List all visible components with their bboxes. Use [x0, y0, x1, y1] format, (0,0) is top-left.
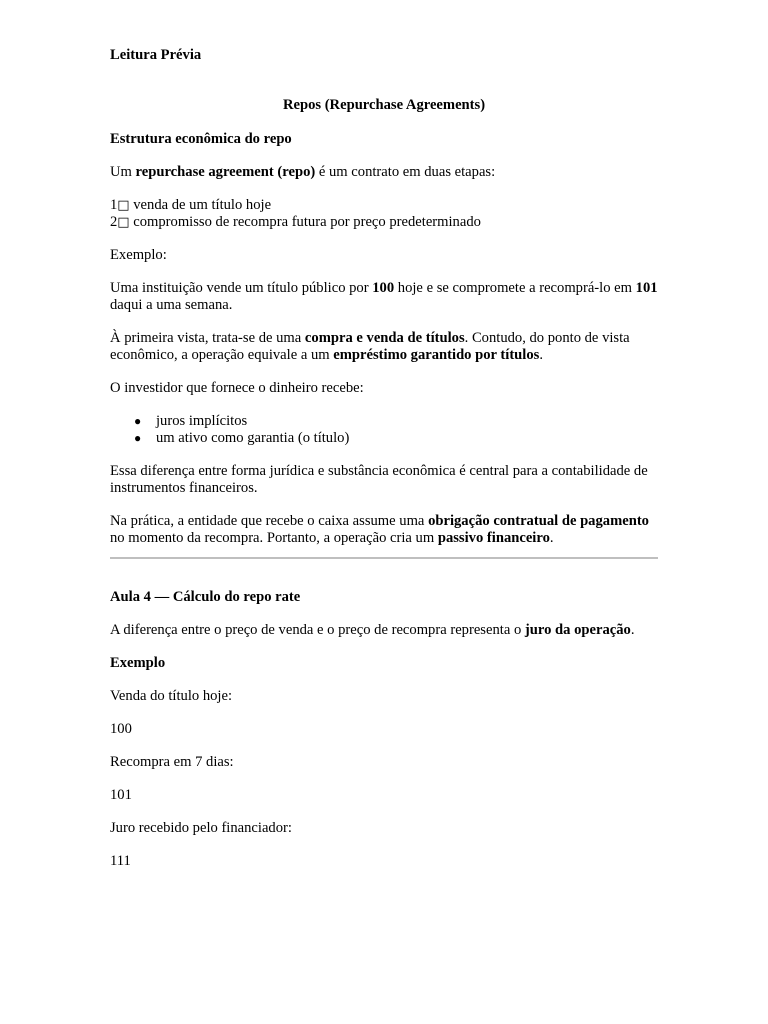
- interest-value: 111: [110, 853, 131, 869]
- horizontal-divider: [110, 557, 658, 559]
- sale-label: Venda do título hoje:: [110, 688, 233, 704]
- example-paragraph: Uma instituição vende um título público por 100 hoje e se compromete a recomprá-lo em 101 daqui a uma semana.: [110, 280, 658, 313]
- section-heading-structure: Estrutura econômica do repo: [110, 131, 292, 147]
- interest-label: Juro recebido pelo financiador:: [110, 820, 292, 836]
- document-title: Repos (Repurchase Agreements): [282, 97, 486, 113]
- section-heading-lesson4: Aula 4 — Cálculo do repo rate: [110, 589, 301, 605]
- repurchase-label: Recompra em 7 dias:: [110, 754, 234, 770]
- list-item: ● um ativo como garantia (o título): [134, 430, 350, 446]
- bullet-icon: ●: [134, 414, 142, 428]
- intro-paragraph: Um repurchase agreement (repo) é um contrato em duas etapas:: [110, 164, 496, 180]
- bullet-icon: ●: [134, 431, 142, 445]
- steps-list: [110, 197, 658, 231]
- example-label: Exemplo:: [110, 247, 167, 263]
- missing-glyph-icon: □: [117, 215, 130, 230]
- repo-term: repurchase agreement (repo): [135, 164, 316, 180]
- step-item: 1□ venda de um título hoje: [110, 197, 272, 213]
- difference-paragraph: Essa diferença entre forma jurídica e substância econômica é central para a contabilidade de instrumentos financeiros.: [110, 463, 648, 496]
- step-item: 2□ compromisso de recompra futura por preço predeterminado: [110, 214, 481, 230]
- economic-view-paragraph: À primeira vista, trata-se de uma compra e venda de títulos. Contudo, do ponto de vista econômico, a operação equivale a um empréstimo garantido por títulos.: [110, 330, 630, 363]
- repurchase-value: 101: [110, 787, 132, 803]
- interest-definition-paragraph: A diferença entre o preço de venda e o preço de recompra representa o juro da operação.: [110, 622, 635, 638]
- practice-paragraph: Na prática, a entidade que recebe o caixa assume uma obrigação contratual de pagamento no momento da recompra. Portanto, a operação cria um passivo financeiro.: [110, 513, 649, 546]
- example-heading: Exemplo: [110, 655, 166, 671]
- document-body: [110, 47, 658, 870]
- list-item: ● juros implícitos: [134, 413, 248, 429]
- missing-glyph-icon: □: [117, 198, 130, 213]
- sale-value: 100: [110, 721, 132, 737]
- page-header: Leitura Prévia: [110, 47, 202, 63]
- investor-intro: O investidor que fornece o dinheiro recebe:: [110, 380, 364, 396]
- investor-list: [110, 413, 658, 447]
